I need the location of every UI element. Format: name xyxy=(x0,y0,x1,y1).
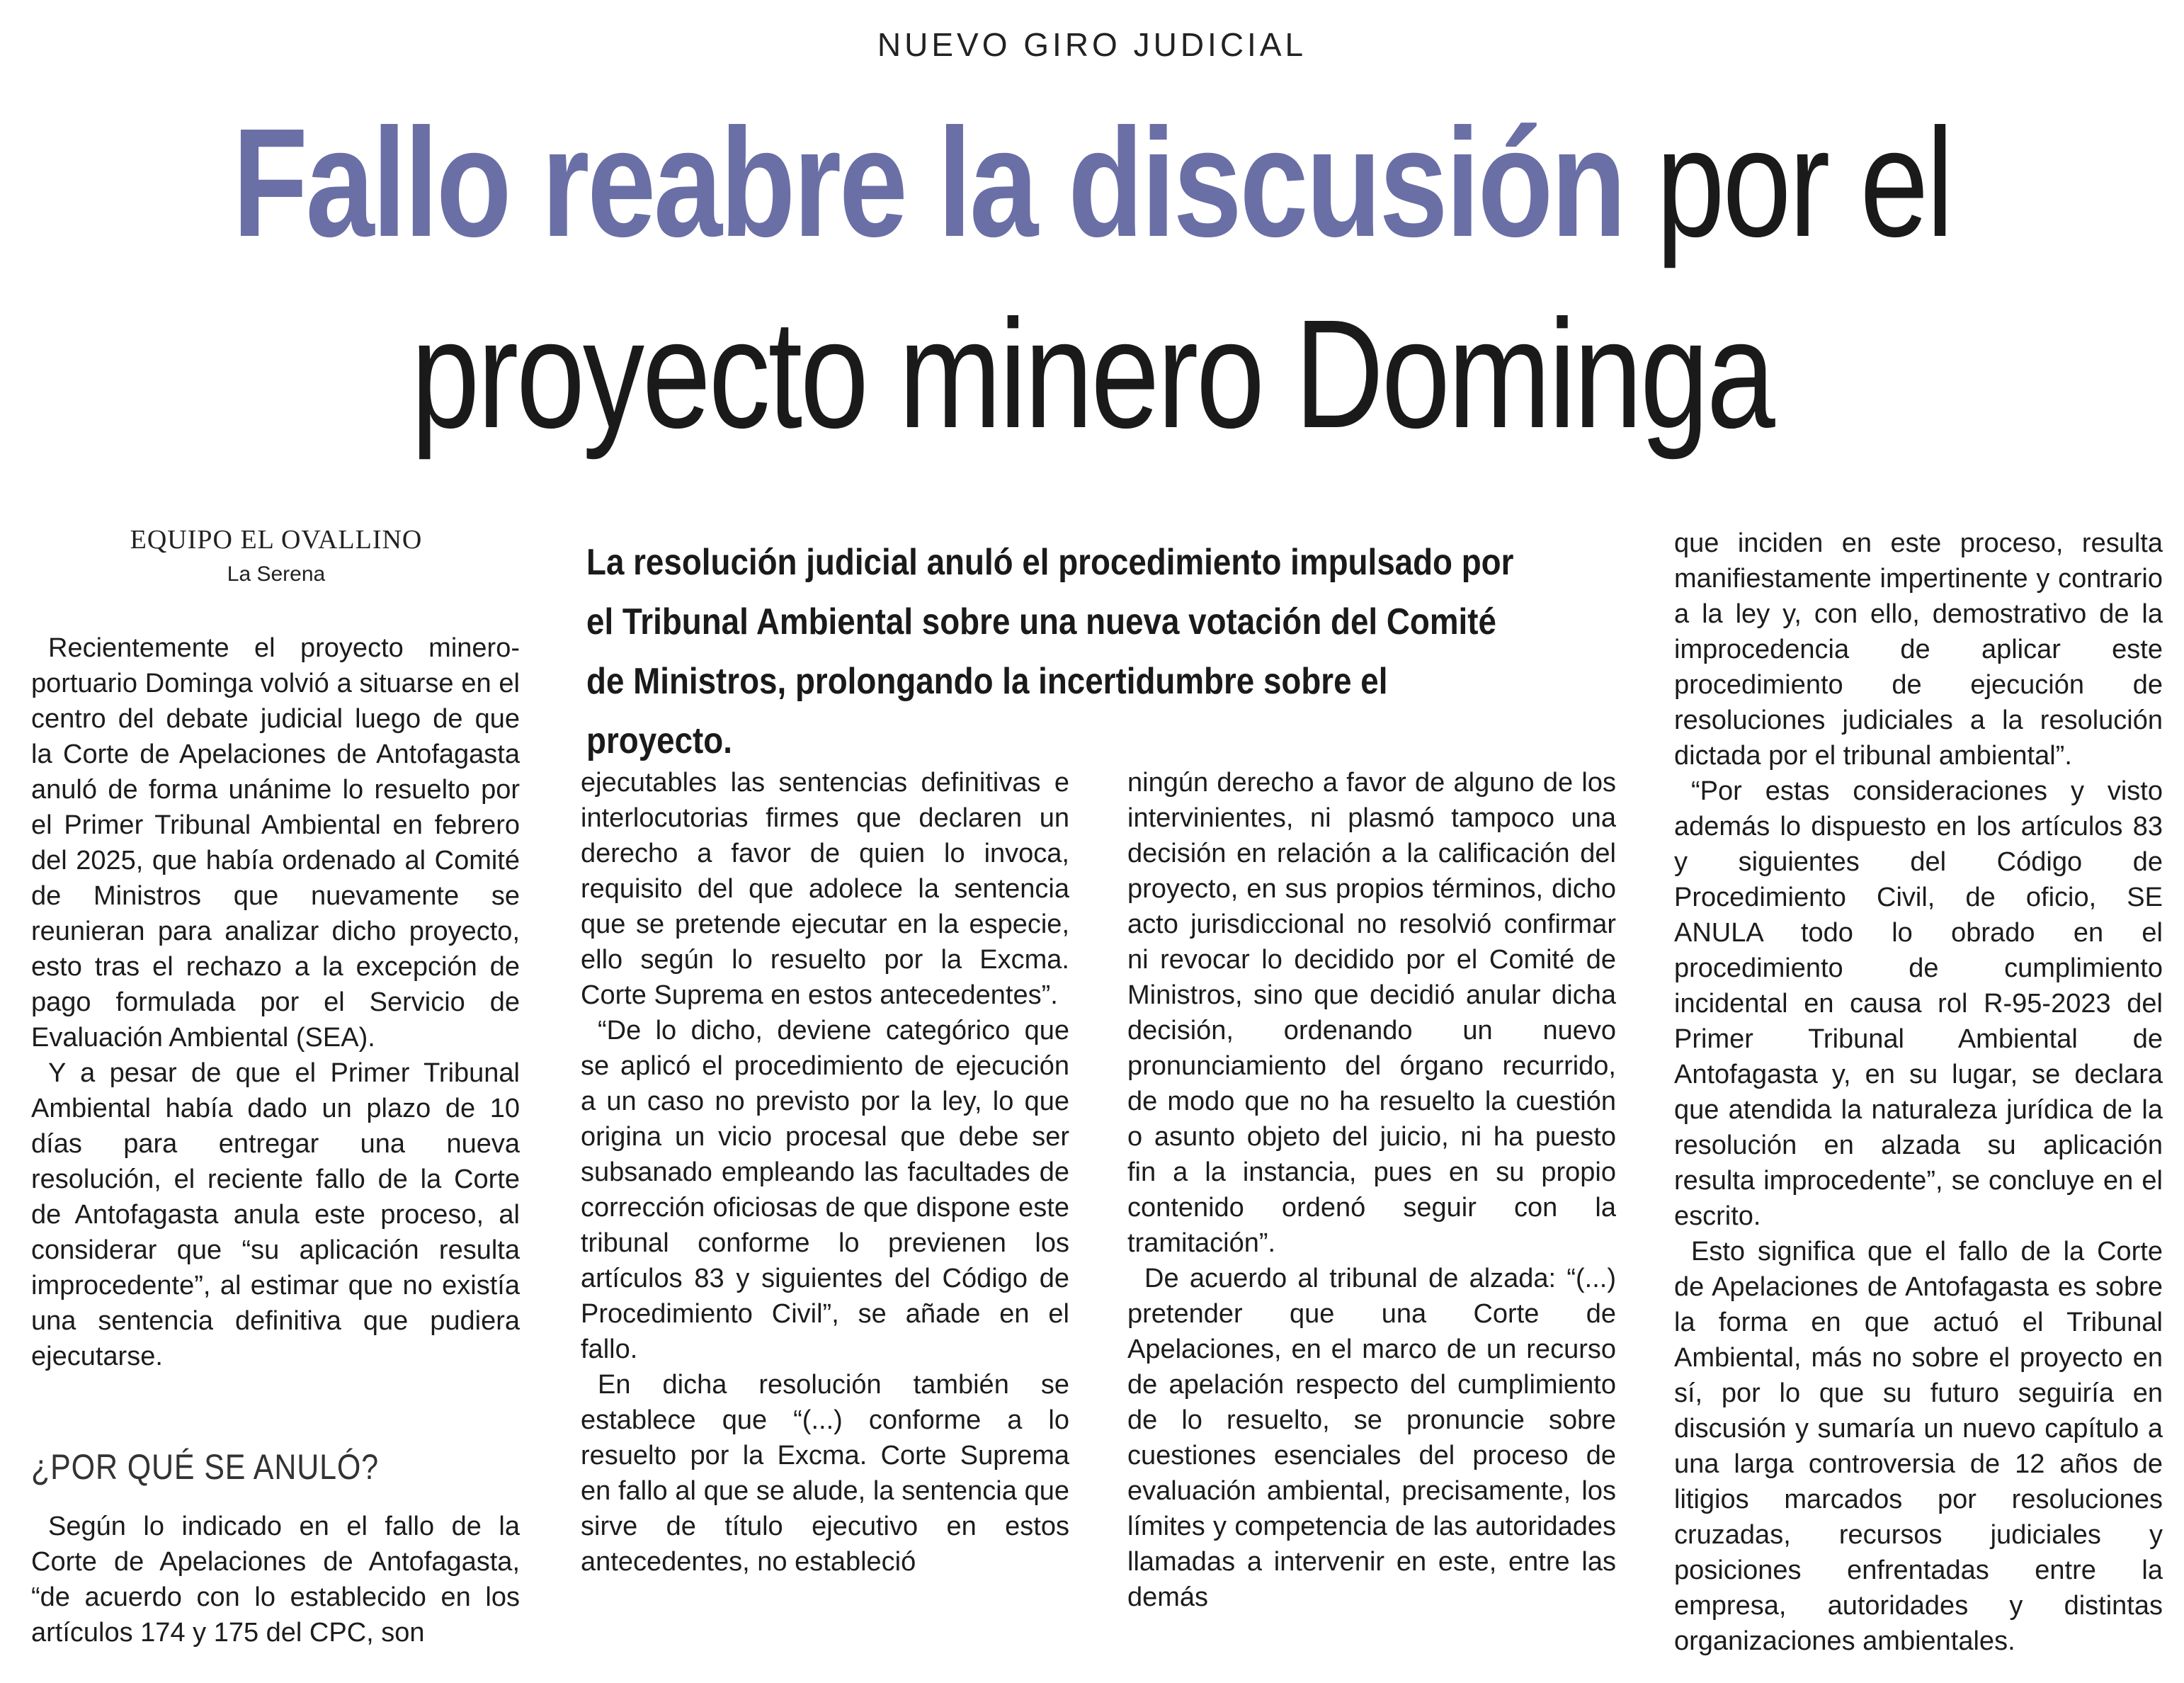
headline-accent: Fallo reabre la discusión xyxy=(232,97,1625,269)
headline-line-1 xyxy=(218,97,1965,269)
body-paragraph: Esto significa que el fallo de la Corte de Apelaciones de Antofagasta es sobre la forma en que actuó el Tribunal Ambiental, más no sobre el proyecto en sí, por lo que su futuro seguiría en discusión y sumaría un nuevo capítulo a una larga controversia de 12 años de litigios marcados por resoluciones cruzadas, recursos judiciales y posiciones enfrentadas entre la empresa, autoridades y distintas organizaciones ambientales. xyxy=(1674,1237,2163,1656)
column-3 xyxy=(1127,765,1616,1615)
body-paragraph: que inciden en este proceso, resulta manifiestamente impertinente y contrario a la ley y, con ello, demostrativo de la improcedencia de aplicar este procedimiento de ejecución de resoluciones judiciales a la resolución dictada por el tribunal ambiental”. xyxy=(1674,528,2163,771)
column-2 xyxy=(581,765,1069,1580)
body-paragraph: “Por estas consideraciones y visto además lo dispuesto en los artículos 83 y siguientes del Código de Procedimiento Civil, de oficio, SE ANULA todo lo obrado en el procedimiento de cumplimiento incidental en causa rol R-95-2023 del Primer Tribunal Ambiental de Antofagasta y, en su lugar, se declara que atendida la naturaleza jurídica de la resolución en alzada su aplicación resulta improcedente”, se concluye en el escrito. xyxy=(1674,776,2163,1231)
body-paragraph: ejecutables las sentencias definitivas e interlocutorias firmes que declaren un derecho a favor de quien lo invoca, requisito del que adolece la sentencia que se pretende ejecutar en la especie, ello según lo resuelto por la Excma. Corte Suprema en estos antecedentes”. xyxy=(581,768,1069,1010)
subheading: ¿POR QUÉ SE ANULÓ? xyxy=(31,1447,380,1487)
column-4 xyxy=(1674,526,2163,1659)
headline-rest: por el xyxy=(1624,97,1952,269)
headline-line-2: proyecto minero Dominga xyxy=(411,288,1773,460)
body-paragraph: Según lo indicado en el fallo de la Corte de Apelaciones de Antofagasta, “de acuerdo con lo establecido en los artículos 174 y 175 del CPC, son xyxy=(31,1512,520,1648)
body-paragraph: “De lo dicho, deviene categórico que se aplicó el procedimiento de ejecución a un caso no previsto por la ley, lo que origina un vicio procesal que debe ser subsanado empleando las facultades de corrección oficiosas de que dispone este tribunal conforme lo previenen los artículos 83 y siguientes del Código de Procedimiento Civil”, se añade en el fallo. xyxy=(581,1016,1069,1364)
lead-paragraph: La resolución judicial anuló el procedimiento impulsado por el Tribunal Ambiental sobre una nueva votación del Comité de Ministros, prolongando la incertidumbre sobre el proyecto. xyxy=(586,542,1514,761)
body-paragraph: Recientemente el proyecto minero-portuario Dominga volvió a situarse en el centro del debate judicial luego de que la Corte de Apelaciones de Antofagasta anuló de forma unánime lo resuelto por el Primer Tribunal Ambiental en febrero del 2025, que había ordenado al Comité de Ministros que nuevamente se reunieran para analizar dicho proyecto, esto tras el rechazo a la excepción de pago formulada por el Servicio de Evaluación Ambiental (SEA). xyxy=(31,633,520,1053)
byline-place: La Serena xyxy=(227,562,326,586)
column-1 xyxy=(31,630,520,1374)
body-paragraph: En dicha resolución también se establece que “(...) conforme a lo resuelto por la Excma. Corte Suprema en fallo al que se alude, la sentencia que sirve de título ejecutivo en estos antecedentes, no estableció xyxy=(581,1370,1069,1577)
byline-author: EQUIPO EL OVALLINO xyxy=(130,525,423,555)
section-kicker: NUEVO GIRO JUDICIAL xyxy=(877,26,1307,63)
body-paragraph: Y a pesar de que el Primer Tribunal Ambiental había dado un plazo de 10 días para entregar una nueva resolución, el reciente fallo de la Corte de Antofagasta anula este proceso, al considerar que “su aplicación resulta improcedente”, al estimar que no existía una sentencia definitiva que pudiera ejecutarse. xyxy=(31,1058,520,1371)
body-paragraph: ningún derecho a favor de alguno de los intervinientes, ni plasmó tampoco una decisión en relación a la calificación del proyecto, en sus propios términos, dicho acto jurisdiccional no resolvió confirmar ni revocar lo decidido por el Comité de Ministros, sino que decidió anular dicha decisión, ordenando un nuevo pronunciamiento del órgano recurrido, de modo que no ha resuelto la cuestión o asunto objeto del juicio, ni ha puesto fin a la instancia, pues en su propio contenido ordenó seguir con la tramitación”. xyxy=(1127,768,1616,1258)
body-paragraph: De acuerdo al tribunal de alzada: “(...) pretender que una Corte de Apelaciones, en el marco de un recurso de apelación respecto del cumplimiento de lo resuelto, se pronuncie sobre cuestiones esenciales del proceso de evaluación ambiental, precisamente, los límites y competencia de las autoridades llamadas a intervenir en este, entre las demás xyxy=(1127,1264,1616,1612)
column-1-continued xyxy=(31,1509,520,1650)
